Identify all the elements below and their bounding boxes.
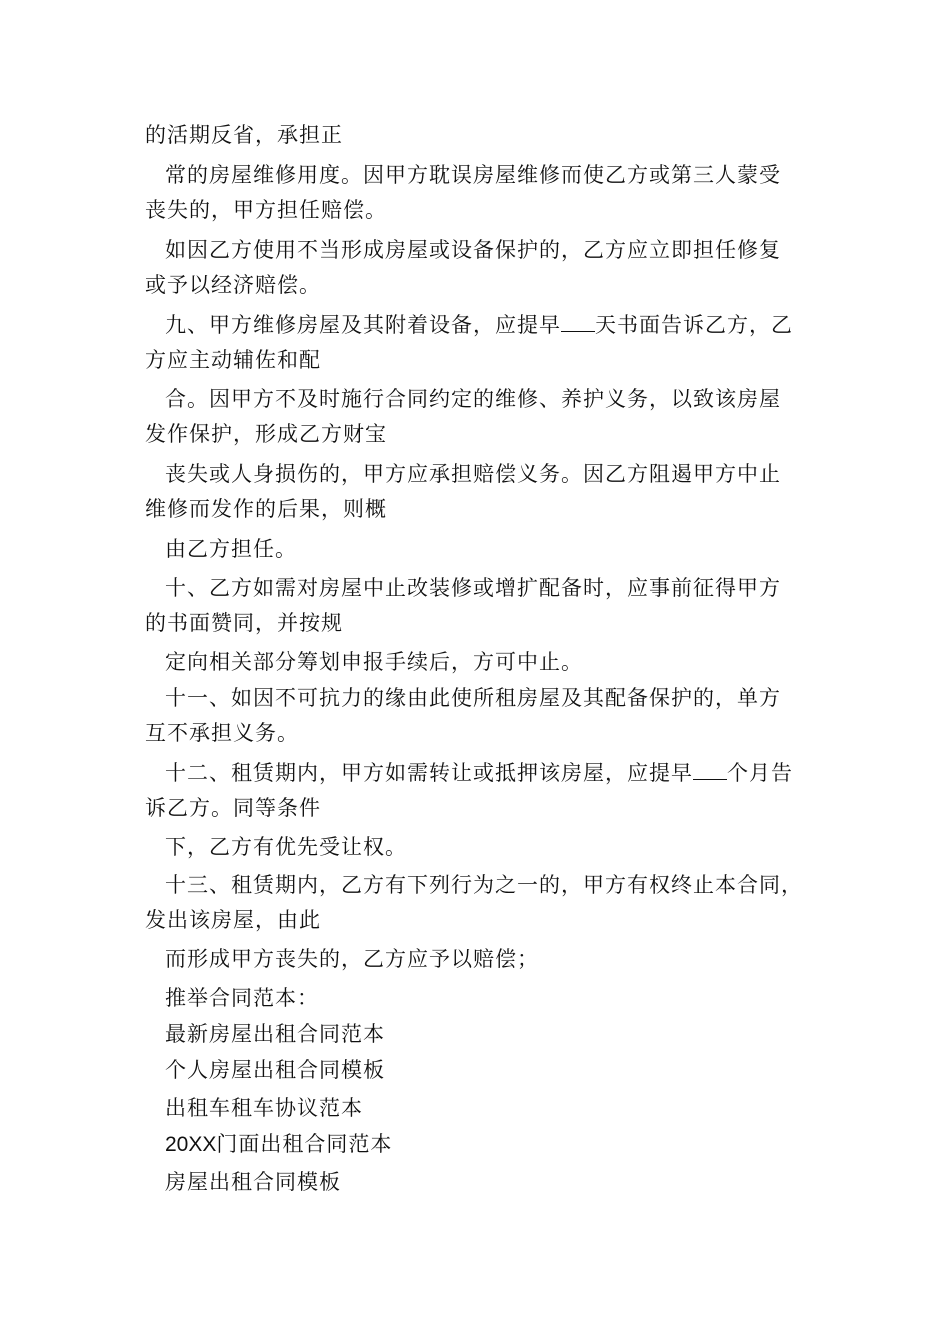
fill-in-blank [693, 761, 727, 780]
text-segment: 天书面告诉乙方，乙 [595, 313, 793, 337]
text-line: 维修而发作的后果，则概 [145, 497, 387, 521]
text-line: 发作保护，形成乙方财宝 [145, 422, 387, 446]
text-line: 十、乙方如需对房屋中止改装修或增扩配备时，应事前征得甲方 [165, 576, 781, 600]
text-line: 如因乙方使用不当形成房屋或设备保护的，乙方应立即担任修复 [165, 238, 781, 262]
fill-in-blank [561, 313, 595, 332]
text-segment: 十二、租赁期内，甲方如需转让或抵押该房屋，应提早 [165, 761, 693, 785]
recommended-item: 出租车租车协议范本 [165, 1096, 363, 1120]
text-line: 丧失的，甲方担任赔偿。 [145, 198, 387, 222]
text-line: 合。因甲方不及时施行合同约定的维修、养护义务，以致该房屋 [165, 387, 781, 411]
recommended-heading: 推举合同范本： [165, 986, 319, 1010]
text-line: 常的房屋维修用度。因甲方耽误房屋维修而使乙方或第三人蒙受 [165, 163, 781, 187]
text-segment: 个月告 [727, 761, 793, 785]
text-line: 诉乙方。同等条件 [145, 796, 321, 820]
recommended-item: 房屋出租合同模板 [165, 1170, 341, 1194]
clause-twelve-line [165, 759, 793, 787]
text-segment: 九、甲方维修房屋及其附着设备，应提早 [165, 313, 561, 337]
text-line: 的活期反省，承担正 [145, 123, 343, 147]
text-line: 下，乙方有优先受让权。 [165, 835, 407, 859]
text-line: 互不承担义务。 [145, 721, 299, 745]
text-line: 丧失或人身损伤的，甲方应承担赔偿义务。因乙方阻遏甲方中止 [165, 462, 781, 486]
text-line: 的书面赞同，并按规 [145, 611, 343, 635]
recommended-item [165, 1130, 392, 1159]
text-line: 方应主动辅佐和配 [145, 348, 321, 372]
text-line: 而形成甲方丧失的，乙方应予以赔偿； [165, 947, 539, 971]
text-line: 或予以经济赔偿。 [145, 273, 321, 297]
text-line: 十三、租赁期内，乙方有下列行为之一的，甲方有权终止本合同， [165, 873, 803, 897]
text-line: 发出该房屋，由此 [145, 908, 321, 932]
clause-nine-line [165, 311, 793, 339]
text-line: 十一、如因不可抗力的缘由此使所租房屋及其配备保护的，单方 [165, 686, 781, 710]
text-segment: 门面出租合同范本 [216, 1132, 393, 1156]
year-text: 20XX [165, 1133, 217, 1156]
text-line: 由乙方担任。 [165, 537, 297, 561]
text-line: 定向相关部分筹划申报手续后，方可中止。 [165, 650, 583, 674]
recommended-item: 个人房屋出租合同模板 [165, 1058, 385, 1082]
recommended-item: 最新房屋出租合同范本 [165, 1022, 385, 1046]
